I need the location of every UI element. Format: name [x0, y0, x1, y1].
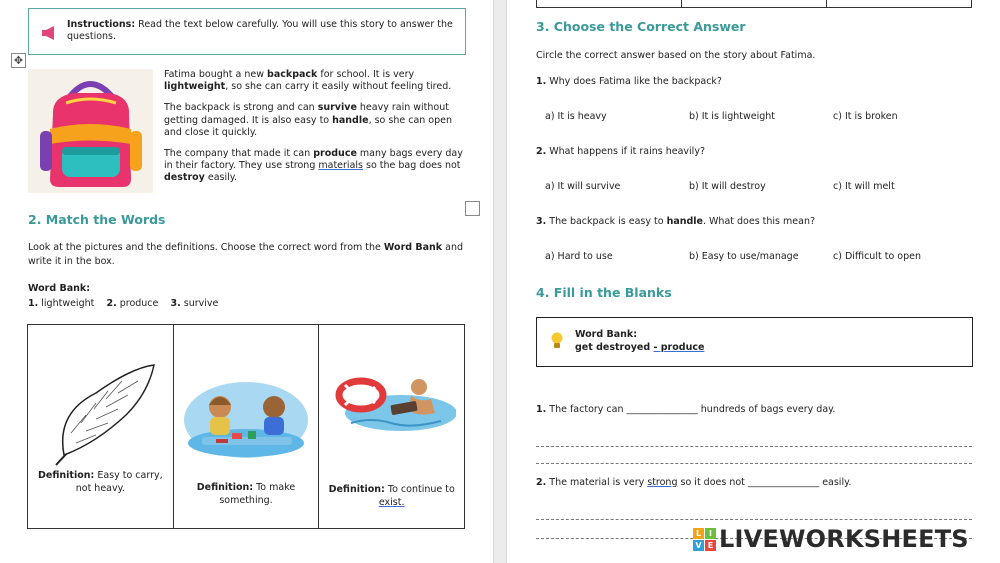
- page-divider: [493, 0, 507, 563]
- q2-option-c[interactable]: c) It will melt: [833, 181, 895, 192]
- q2-option-b[interactable]: b) It will destroy: [689, 181, 766, 192]
- fill-word-bank-box: [536, 317, 973, 367]
- section-4-title: 4. Fill in the Blanks: [536, 285, 672, 300]
- answer-checkbox[interactable]: [465, 201, 480, 216]
- definition-1: Definition: Easy to carry, not heavy.: [38, 470, 163, 494]
- logo-text: LIVEWORKSHEETS: [719, 525, 969, 553]
- story-paragraph-2: The backpack is strong and can survive heavy rain without getting damaged. It is also easy to handle, so she can open and close it quickly.: [164, 102, 453, 138]
- backpack-image: [28, 69, 153, 193]
- instructions-box: [28, 8, 466, 55]
- section-2-title: 2. Match the Words: [28, 212, 166, 227]
- definition-3: Definition: To continue to exist.: [328, 484, 455, 508]
- match-cell-survive[interactable]: [319, 325, 464, 528]
- section-2-intro: Look at the pictures and the definitions. Choose the correct word from the Word Bank and write it in the box.: [28, 242, 464, 267]
- fill-sentence-2: 2. The material is very strong so it does not _______________ easily.: [536, 477, 852, 488]
- fill-sentence-1: 1. The factory can _______________ hundreds of bags every day.: [536, 404, 836, 415]
- answer-line[interactable]: [536, 519, 972, 520]
- story-paragraph-1: Fatima bought a new backpack for school. It is very lightweight, so she can carry it easily without feeling tired.: [164, 69, 452, 93]
- q3-option-a[interactable]: a) Hard to use: [545, 251, 613, 262]
- question-1: 1. Why does Fatima like the backpack?: [536, 76, 722, 87]
- megaphone-icon: [41, 26, 57, 40]
- kids-crafting-image: [182, 375, 310, 465]
- match-cell-produce[interactable]: [174, 325, 320, 528]
- q2-option-a[interactable]: a) It will survive: [545, 181, 621, 192]
- answer-line[interactable]: [536, 446, 972, 447]
- word-bank-title: Word Bank:: [28, 283, 90, 294]
- feather-image: [36, 343, 164, 468]
- section-3-title: 3. Choose the Correct Answer: [536, 19, 746, 34]
- instructions-label: Instructions:: [67, 19, 136, 30]
- liveworksheets-logo: [693, 524, 969, 554]
- definition-2: Definition: To make something.: [196, 482, 296, 506]
- q1-option-c[interactable]: c) It is broken: [833, 111, 898, 122]
- question-3: 3. The backpack is easy to handle. What does this mean?: [536, 216, 816, 227]
- word-bank-list: 1. lightweight 2. produce 3. survive: [28, 298, 219, 309]
- instructions-text: Read the text below carefully. You will use this story to answer the questions.: [67, 19, 453, 42]
- word-bank-item: survive: [183, 298, 219, 309]
- story-text: [164, 69, 464, 194]
- answer-line[interactable]: [536, 463, 972, 464]
- match-cell-feather[interactable]: [28, 325, 174, 528]
- q3-option-c[interactable]: c) Difficult to open: [833, 251, 921, 262]
- word-bank-item: lightweight: [41, 298, 95, 309]
- q3-option-b[interactable]: b) Easy to use/manage: [689, 251, 799, 262]
- swimmer-life-ring-image: [331, 373, 456, 438]
- table-move-handle[interactable]: ✥: [11, 53, 26, 68]
- previous-table-bottom: [536, 0, 972, 8]
- q1-option-b[interactable]: b) It is lightweight: [689, 111, 775, 122]
- section-3-intro: Circle the correct answer based on the story about Fatima.: [536, 50, 816, 61]
- word-bank-item: produce: [119, 298, 159, 309]
- logo-mark: L I V E: [693, 528, 716, 551]
- match-table: [27, 324, 465, 529]
- q1-option-a[interactable]: a) It is heavy: [545, 111, 607, 122]
- fill-word-bank-title: Word Bank:: [575, 329, 637, 340]
- story-paragraph-3: The company that made it can produce many bags every day in their factory. They use strong materials so the bag does not destroy easily.: [164, 148, 463, 184]
- fill-word-bank-words: get destroyed - produce: [575, 342, 705, 353]
- lightbulb-icon: [551, 332, 563, 350]
- question-2: 2. What happens if it rains heavily?: [536, 146, 705, 157]
